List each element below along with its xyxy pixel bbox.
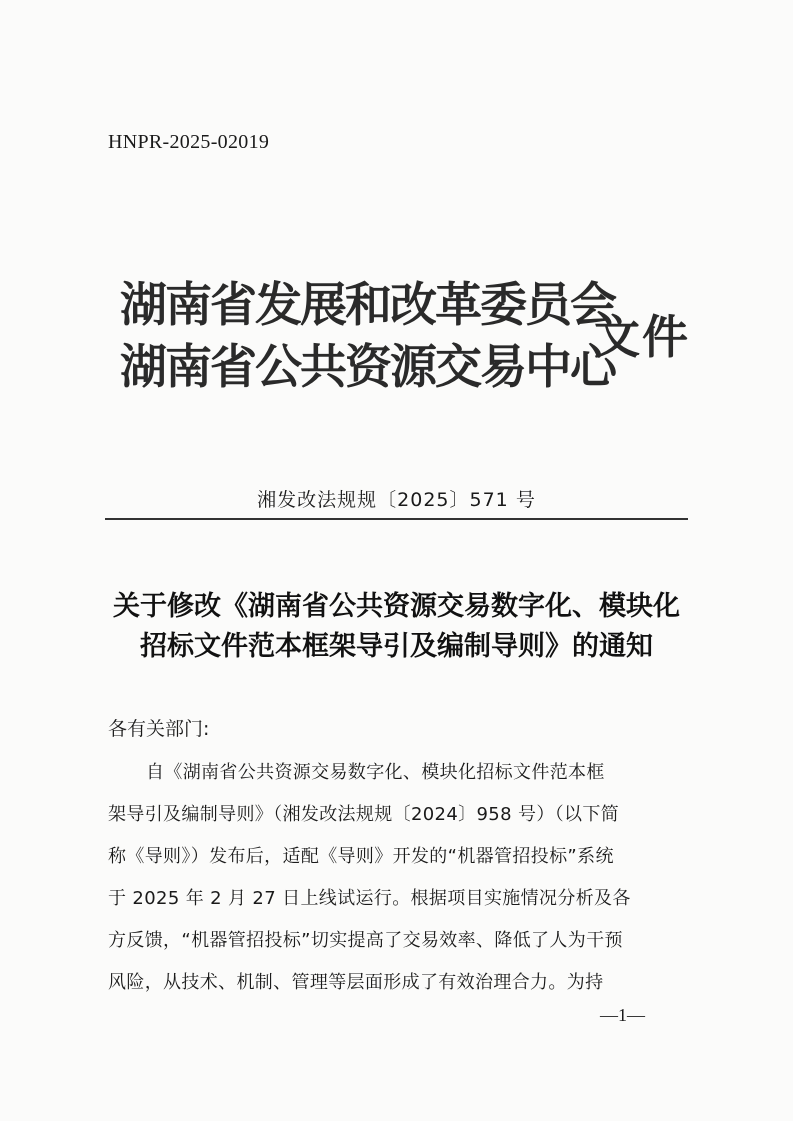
body-line: 架导引及编制导则》（湘发改法规规〔2024〕958 号）（以下简 [108, 804, 620, 825]
issuer-header [120, 278, 720, 408]
document-id: HNPR-2025-02019 [108, 131, 270, 153]
document-word: 文件 [594, 310, 690, 364]
body-line: 风险，从技术、机制、管理等层面形成了有效治理合力。为持 [108, 972, 604, 993]
body-line: 称《导则》）发布后，适配《导则》开发的“机器管招投标”系统 [108, 846, 614, 867]
document-title [60, 587, 733, 667]
body-text [108, 752, 698, 1004]
issuer-name-2: 湖南省公共资源交易中心 [120, 340, 615, 395]
header-divider [105, 518, 688, 520]
salutation: 各有关部门: [108, 718, 210, 740]
title-line-2: 招标文件范本框架导引及编制导则》的通知 [140, 631, 653, 662]
document-number: 湘发改法规规〔2025〕571 号 [257, 489, 536, 511]
body-line: 自《湖南省公共资源交易数字化、模块化招标文件范本框 [146, 762, 605, 783]
body-line: 于 2025 年 2 月 27 日上线试运行。根据项目实施情况分析及各 [108, 888, 631, 909]
page-number: —1— [600, 1005, 645, 1025]
title-line-1: 关于修改《湖南省公共资源交易数字化、模块化 [113, 591, 680, 622]
body-line: 方反馈，“机器管招投标”切实提高了交易效率、降低了人为干预 [108, 930, 623, 951]
issuer-name-1: 湖南省发展和改革委员会 [120, 278, 615, 333]
